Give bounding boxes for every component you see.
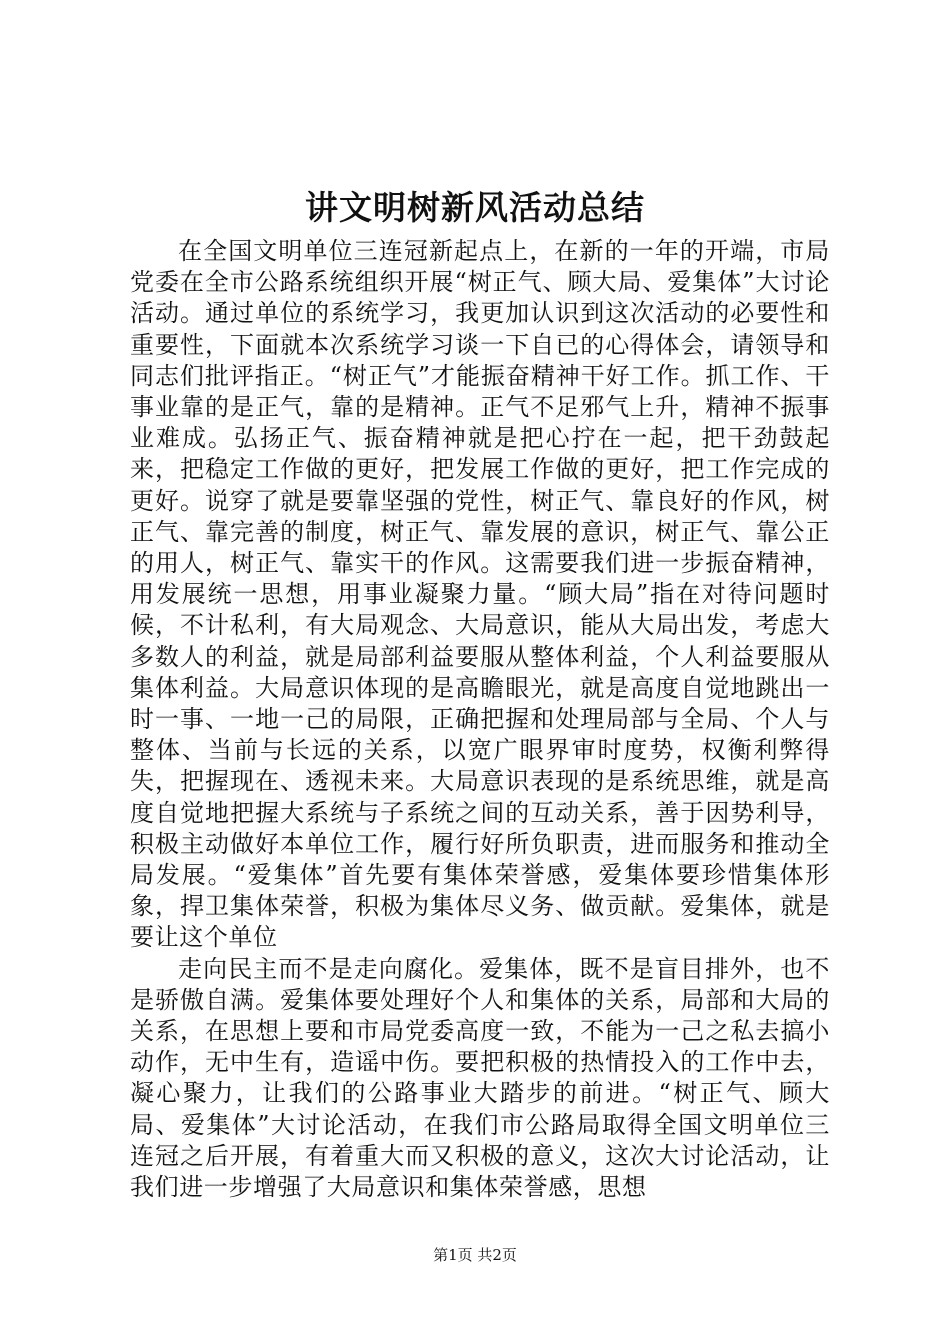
document-body [130, 236, 830, 1203]
page-number-footer: 第1页 共2页 [433, 1246, 517, 1264]
paragraph-2: 走向民主而不是走向腐化。爱集体，既不是盲目排外，也不是骄傲自满。爱集体要处理好个人和集体的关系，局部和大局的关系，在思想上要和市局党委高度一致，不能为一己之私去搞小动作，无中生有，造谣中伤。要把积极的热情投入的工作中去，凝心聚力，让我们的公路事业大踏步的前进。“树正气、顾大局、爱集体”大讨论活动，在我们市公路局取得全国文明单位三连冠之后开展，有着重大而又积极的意义，这次大讨论活动，让我们进一步增强了大局意识和集体荣誉感，思想 [130, 954, 830, 1202]
paragraph-1: 在全国文明单位三连冠新起点上，在新的一年的开端，市局党委在全市公路系统组织开展“树正气、顾大局、爱集体”大讨论活动。通过单位的系统学习，我更加认识到这次活动的必要性和重要性，下面就本次系统学习谈一下自已的心得体会，请领导和同志们批评指正。“树正气”才能振奋精神干好工作。抓工作、干事业靠的是正气，靠的是精神。正气不足邪气上升，精神不振事业难成。弘扬正气、振奋精神就是把心拧在一起，把干劲鼓起来，把稳定工作做的更好，把发展工作做的更好，把工作完成的更好。说穿了就是要靠坚强的党性，树正气、靠良好的作风，树正气、靠完善的制度，树正气、靠发展的意识，树正气、靠公正的用人，树正气、靠实干的作风。这需要我们进一步振奋精神，用发展统一思想，用事业凝聚力量。“顾大局”指在对待问题时候，不计私利，有大局观念、大局意识，能从大局出发，考虑大多数人的利益，就是局部利益要服从整体利益，个人利益要服从集体利益。大局意识体现的是高瞻眼光，就是高度自觉地跳出一时一事、一地一己的局限，正确把握和处理局部与全局、个人与整体、当前与长远的关系，以宽广眼界审时度势，权衡利弊得失，把握现在、透视未来。大局意识表现的是系统思维，就是高度自觉地把握大系统与子系统之间的互动关系，善于因势利导，积极主动做好本单位工作，履行好所负职责，进而服务和推动全局发展。“爱集体”首先要有集体荣誉感，爱集体要珍惜集体形象，捍卫集体荣誉，积极为集体尽义务、做贡献。爱集体，就是要让这个单位 [130, 237, 830, 952]
document-title: 讲文明树新风活动总结 [305, 188, 645, 227]
